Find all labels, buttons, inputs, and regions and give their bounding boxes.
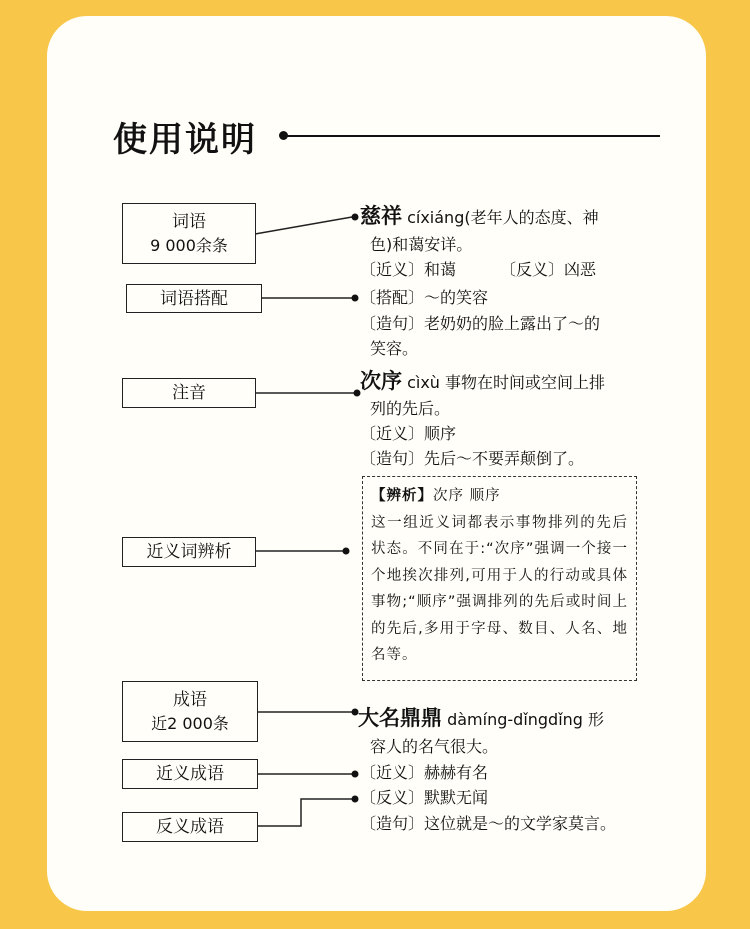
dot-bianxi	[343, 548, 350, 555]
entry-cixu-synonym: 〔近义〕顺序	[360, 424, 457, 443]
connector-fanyi	[258, 799, 352, 826]
dot-ciyu	[352, 214, 359, 221]
label-fanyi-chengyu	[122, 812, 258, 842]
entry-cixiang-synonym: 〔近义〕和蔼	[360, 260, 457, 279]
entry-dmdd-line1	[358, 707, 604, 731]
label-fanyi-chengyu-text: 反义成语	[156, 817, 224, 837]
label-jinyi-chengyu	[122, 759, 258, 789]
label-chengyu-text: 成语	[173, 689, 207, 710]
label-dapei	[126, 284, 262, 313]
page-title: 使用说明	[113, 120, 257, 160]
entry-dmdd-pinyin: dàmíng-dǐngdǐng	[447, 710, 583, 729]
analysis-text: 这一组近义词都表示事物排列的先后状态。不同在于:“次序”强调一个接一个地挨次排列,可用于人的行动或具体事物;“顺序”强调排列的先后或时间上的先后,多用于字母、数目、人名、地名等。	[371, 514, 628, 663]
dot-dapei	[352, 295, 359, 302]
entry-dmdd-antonym: 〔反义〕默默无闻	[360, 788, 489, 807]
entry-cixu-word: 次序	[360, 368, 402, 393]
entry-dmdd-synonym: 〔近义〕赫赫有名	[360, 763, 489, 782]
label-bianxi	[122, 537, 256, 567]
dot-fanyi	[352, 796, 359, 803]
entry-cixiang-def1: (老年人的态度、神	[464, 208, 599, 227]
entry-dmdd-word: 大名鼎鼎	[358, 705, 442, 730]
dot-jinyi	[352, 771, 359, 778]
entry-cixiang-example1: 〔造句〕老奶奶的脸上露出了～的	[360, 314, 601, 333]
entry-cixu-example: 〔造句〕先后～不要弄颠倒了。	[360, 449, 585, 468]
label-bianxi-text: 近义词辨析	[146, 542, 232, 562]
entry-dmdd-def1: 形	[588, 710, 605, 729]
label-zhuyin-text: 注音	[172, 383, 206, 403]
entry-cixiang-example2: 笑容。	[370, 339, 419, 358]
analysis-heading: 【辨析】	[371, 488, 433, 504]
entry-cixu-pinyin: cìxù	[407, 373, 440, 392]
label-ciyu	[122, 203, 256, 264]
entry-dmdd-def2: 容人的名气很大。	[370, 737, 499, 756]
entry-cixiang-antonym: 〔反义〕凶恶	[500, 260, 597, 279]
label-ciyu-count: 9 000余条	[150, 235, 228, 255]
analysis-box	[362, 476, 637, 681]
analysis-header	[371, 483, 628, 510]
entry-cixiang-collocation: 〔搭配〕～的笑容	[360, 288, 489, 307]
entry-cixiang-pinyin: cíxiáng	[407, 208, 465, 227]
connector-ciyu	[255, 217, 352, 234]
entry-cixu-line1	[360, 370, 605, 394]
entry-dmdd-example: 〔造句〕这位就是～的文学家莫言。	[360, 814, 617, 833]
label-ciyu-text: 词语	[172, 211, 206, 232]
label-chengyu	[122, 681, 258, 742]
entry-cixu-def2: 列的先后。	[370, 399, 451, 418]
label-jinyi-chengyu-text: 近义成语	[156, 764, 224, 784]
entry-cixiang-word: 慈祥	[360, 203, 402, 228]
label-chengyu-count: 近2 000条	[151, 713, 229, 733]
label-dapei-text: 词语搭配	[160, 288, 228, 309]
analysis-heading-words: 次序 顺序	[433, 488, 501, 504]
entry-cixiang-line1	[360, 205, 599, 229]
label-zhuyin	[122, 378, 256, 408]
entry-cixu-def1: 事物在时间或空间上排	[445, 373, 606, 392]
entry-cixiang-def2: 色)和蔼安详。	[370, 235, 473, 254]
